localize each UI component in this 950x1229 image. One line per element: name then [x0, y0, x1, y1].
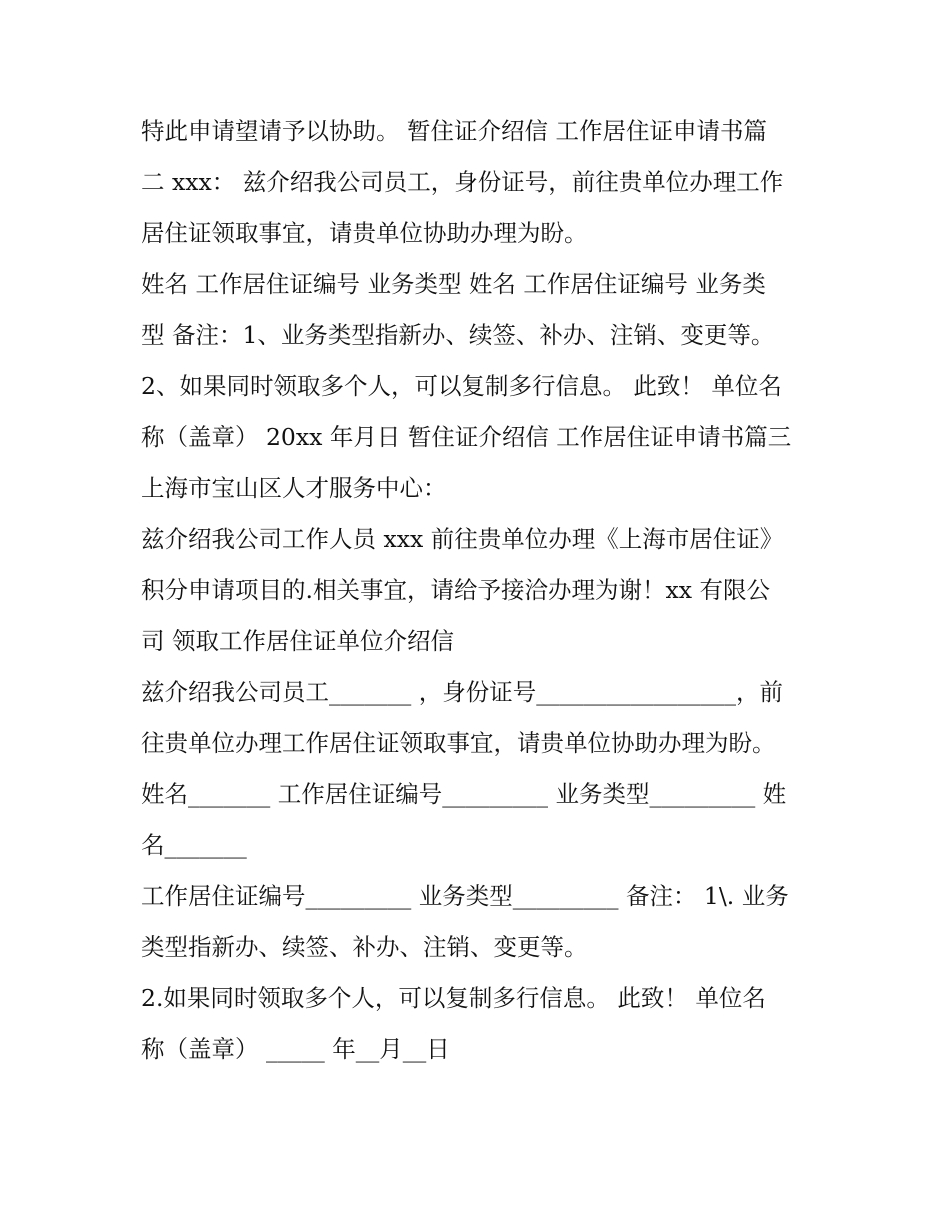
text-line-8: 上海市宝山区人才服务中心：	[141, 474, 447, 502]
text-line-6: 2、如果同时领取多个人，可以复制多行信息。 此致！ 单位名	[141, 372, 782, 400]
text-line-11: 司 领取工作居住证单位介绍信	[141, 627, 454, 655]
text-line-4: 姓名 工作居住证编号 业务类型 姓名 工作居住证编号 业务类	[141, 270, 766, 298]
document-body	[141, 106, 821, 1075]
text-line-18: 2.如果同时领取多个人，可以复制多行信息。 此致！ 单位名	[141, 984, 766, 1012]
text-line-3: 居住证领取事宜，请贵单位协助办理为盼。	[141, 219, 588, 247]
text-line-15: 名_______	[141, 831, 247, 859]
text-line-19: 称（盖章） _____ 年__月__日	[141, 1035, 450, 1063]
text-line-2: 二 xxx： 兹介绍我公司员工，身份证号，前往贵单位办理工作	[141, 168, 784, 196]
text-line-12: 兹介绍我公司员工_______ ，身份证号_________________，前	[141, 678, 783, 706]
text-line-1: 特此申请望请予以协助。 暂住证介绍信 工作居住证申请书篇	[141, 117, 767, 145]
text-line-14: 姓名_______ 工作居住证编号_________ 业务类型_________ 姓	[141, 780, 787, 808]
text-line-9: 兹介绍我公司工作人员 xxx 前往贵单位办理《上海市居住证》	[141, 525, 784, 553]
text-line-13: 往贵单位办理工作居住证领取事宜，请贵单位协助办理为盼。	[141, 729, 776, 757]
text-line-17: 类型指新办、续签、补办、注销、变更等。	[141, 933, 588, 961]
text-line-16: 工作居住证编号_________ 业务类型_________ 备注： 1\. 业务	[141, 882, 789, 910]
text-line-5: 型 备注：1、业务类型指新办、续签、补办、注销、变更等。	[141, 321, 775, 349]
text-line-10: 积分申请项目的.相关事宜，请给予接洽办理为谢！xx 有限公	[141, 576, 770, 604]
text-line-7: 称（盖章） 20xx 年月日 暂住证介绍信 工作居住证申请书篇三	[141, 423, 792, 451]
